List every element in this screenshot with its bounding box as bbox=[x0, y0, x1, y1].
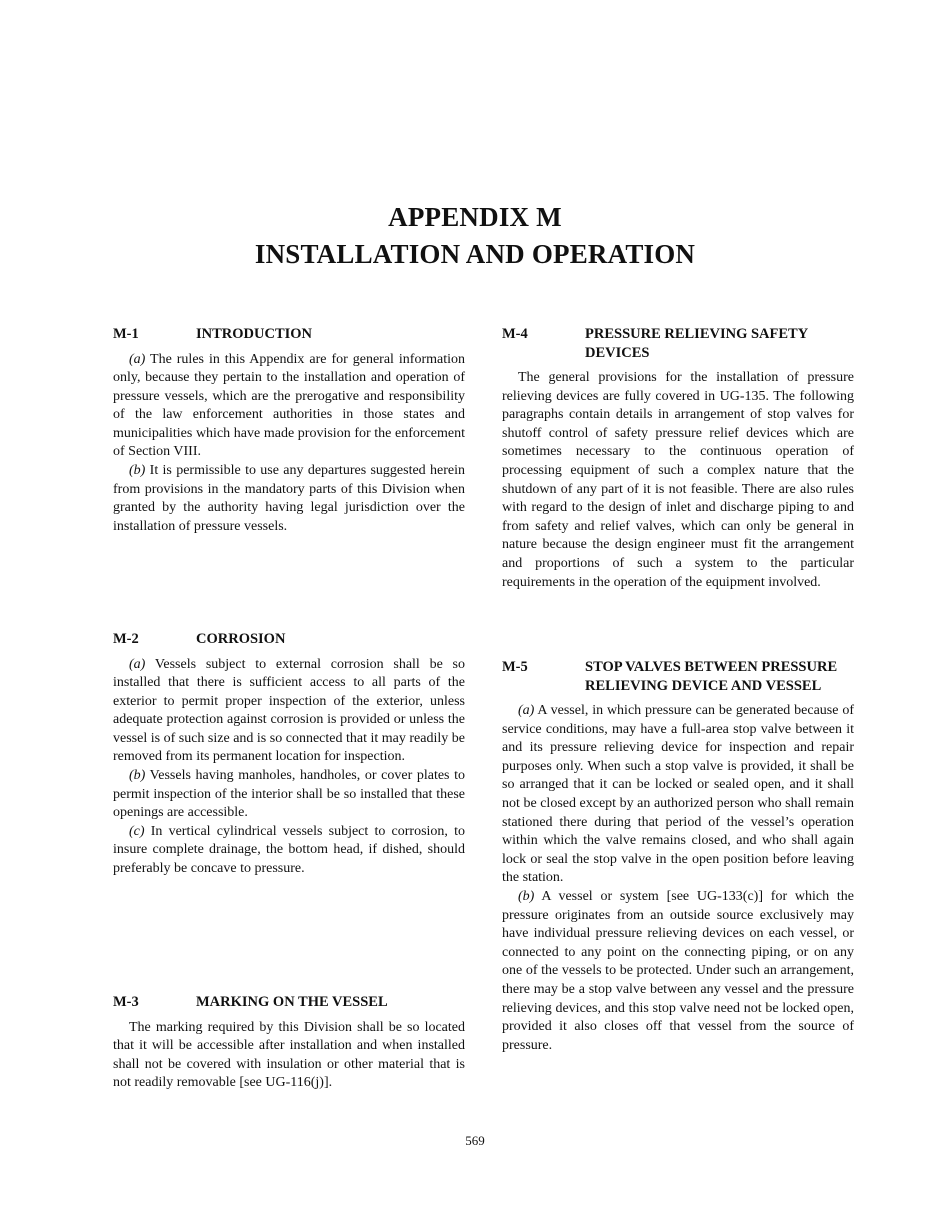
paragraph-a bbox=[113, 656, 465, 768]
appendix-title: APPENDIX M bbox=[388, 202, 562, 232]
section-m1 bbox=[113, 325, 465, 536]
paragraph-a bbox=[502, 702, 854, 888]
section-heading bbox=[502, 325, 854, 362]
section-title: MARKING ON THE VESSEL bbox=[196, 994, 388, 1010]
section-title: INTRODUCTION bbox=[196, 326, 313, 342]
paragraph: The general provisions for the installation of pressure relieving devices are fully covered in UG-135. The following paragraphs contain details in arrangement of stop valves for shutoff control of safety pressure relief devices which are sometimes necessary to the continuous operation of processing equipment of such a complex nature that the shutdown of any part of it is not feasible. There are also rules with regard to the design of inlet and discharge piping to and from safety and relief valves, which can only be general in nature because the design engineer must fit the arrangement and proportions of such a system to the particular requirements in the operation of the equipment involved. bbox=[502, 370, 854, 590]
section-m5 bbox=[502, 658, 854, 1055]
section-number: M-1 bbox=[113, 326, 139, 342]
section-number: M-2 bbox=[113, 631, 139, 647]
paragraph: The marking required by this Division shall be so located that it will be accessible after installation and when installed shall not be covered with insulation or other material that is not readily removable [see UG-116(j)]. bbox=[113, 1019, 465, 1091]
paragraph-b bbox=[113, 462, 465, 536]
section-title: CORROSION bbox=[196, 631, 286, 647]
section-number: M-4 bbox=[502, 326, 528, 342]
paragraph-label: (c) bbox=[129, 823, 145, 839]
appendix-subtitle: INSTALLATION AND OPERATION bbox=[254, 239, 696, 269]
paragraph-text: Vessels subject to external corrosion shall be so installed that there is sufficient access to all parts of the exterior to permit proper inspection of the exterior, unless adequate protection against corrosion is provided or unless the vessel is of such size and is so connected that it may readily be removed from its permanent location for inspection. bbox=[113, 656, 465, 765]
paragraph-b bbox=[113, 767, 465, 823]
paragraph-c bbox=[113, 823, 465, 879]
paragraph-label: (a) bbox=[129, 351, 146, 367]
section-heading bbox=[113, 325, 465, 344]
paragraph-text: The rules in this Appendix are for general information only, because they pertain to the installation and operation of pressure vessels, which are the prerogative and responsibility of the law enforcement authorities in those states and municipalities which have made provision for the enforcement of Section VIII. bbox=[113, 351, 465, 460]
section-number: M-3 bbox=[113, 994, 139, 1010]
section-m3 bbox=[113, 993, 465, 1093]
paragraph-label: (b) bbox=[129, 463, 146, 479]
paragraph-label: (b) bbox=[518, 888, 535, 904]
paragraph-text: A vessel, in which pressure can be generated because of service conditions, may have a full-area stop valve between it and its pressure relieving device for inspection and repair purposes only. When such a stop valve is provided, it shall be so arranged that it can be locked or sealed open, and it shall not be closed except by an authorized person who shall remain stationed there during that period of the vessel’s operation within which the valve remains closed, and who shall again lock or seal the stop valve in the open position before leaving the station. bbox=[502, 703, 854, 886]
paragraph-label: (b) bbox=[129, 768, 146, 784]
section-heading bbox=[113, 630, 465, 649]
section-heading bbox=[502, 658, 854, 695]
paragraph-b bbox=[502, 888, 854, 1055]
section-title: STOP VALVES BETWEEN PRESSURE RELIEVING DEVICE AND VESSEL bbox=[585, 659, 838, 694]
paragraph-text: A vessel or system [see UG-133(c)] for which the pressure originates from an outside source exclusively may have individual pressure relieving devices on each vessel, or connected to any point on the connecting piping, or on any one of the vessels to be protected. Under such an arrangement, there may be a stop valve between any vessel and the pressure relieving devices, and this stop valve need not be locked open, provided it also closes off that vessel from the source of pressure. bbox=[502, 888, 854, 1053]
paragraph-text: It is permissible to use any departures suggested herein from provisions in the mandatory parts of this Division when granted by the authority having legal jurisdiction over the installation of pressure vessels. bbox=[113, 463, 465, 534]
page-number: 569 bbox=[465, 1133, 485, 1148]
section-heading bbox=[113, 993, 465, 1012]
paragraph-label: (a) bbox=[129, 656, 146, 672]
section-title: PRESSURE RELIEVING SAFETY DEVICES bbox=[585, 326, 808, 361]
paragraph-a bbox=[113, 351, 465, 463]
section-m4 bbox=[502, 325, 854, 592]
section-number: M-5 bbox=[502, 659, 528, 675]
paragraph-label: (a) bbox=[518, 703, 535, 718]
paragraph-text: Vessels having manholes, handholes, or cover plates to permit inspection of the interior shall be so installed that these openings are accessible. bbox=[113, 768, 465, 821]
section-m2 bbox=[113, 630, 465, 879]
paragraph-text: In vertical cylindrical vessels subject to corrosion, to insure complete drainage, the bottom head, if dished, should preferably be concave to pressure. bbox=[113, 823, 465, 877]
